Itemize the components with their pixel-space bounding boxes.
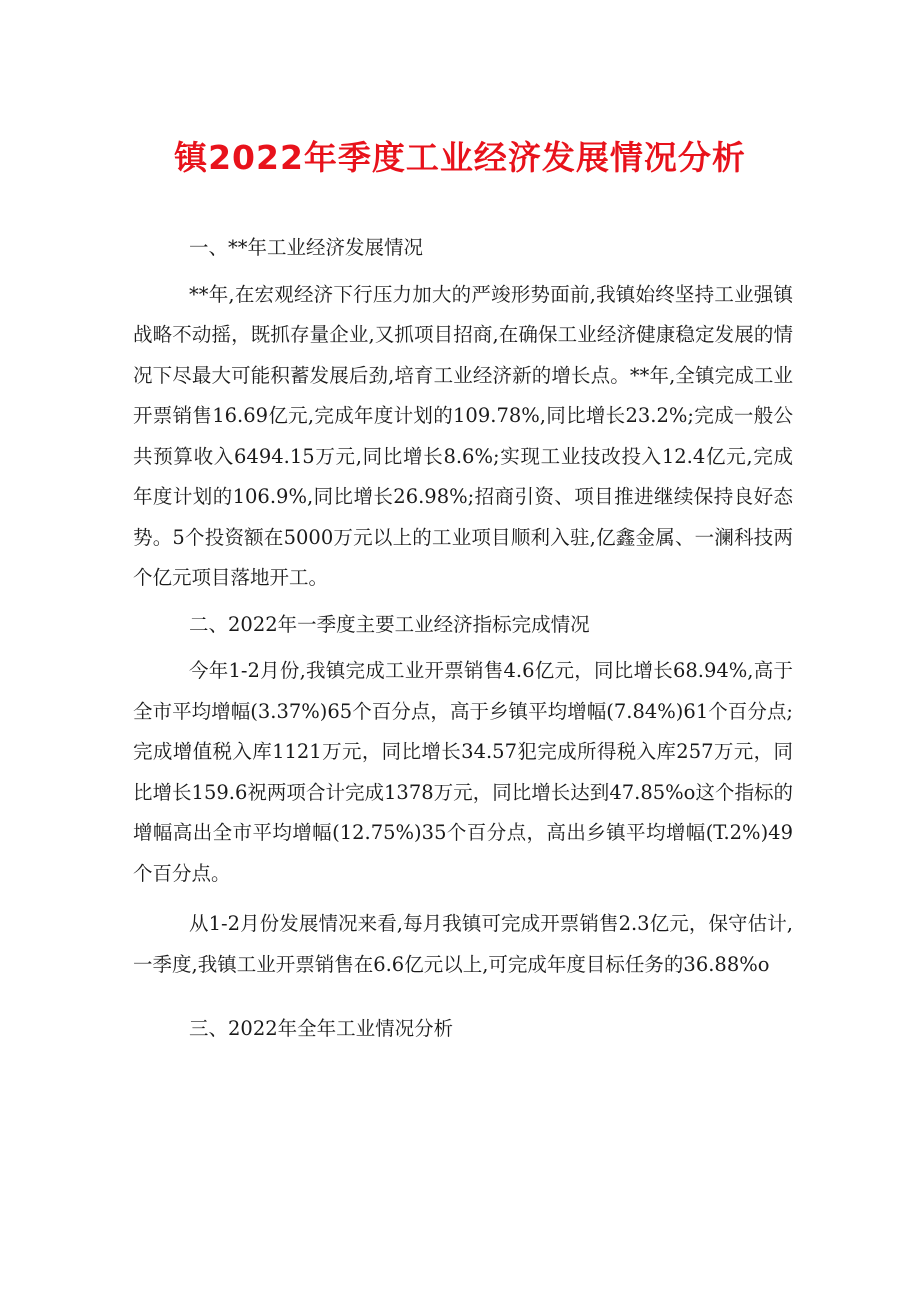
paragraph-1: **年,在宏观经济下行压力加大的严竣形势面前,我镇始终坚持工业强镇战略不动摇，既抓存量企业,又抓项目招商,在确保工业经济健康稳定发展的情况下尽最大可能积蓄发展后劲,培育工业经济新的增长点。**年,全镇完成工业开票销售16.69亿元,完成年度计划的109.78%,同比增长23.2%;完成一般公共预算收入6494.15万元,同比增长8.6%;实现工业技改投入12.4亿元,完成年度计划的106.9%,同比增长26.98%;招商引资、项目推进继续保持良好态势。5个投资额在5000万元以上的工业项目顺利入驻,亿鑫金属、一澜科技两个亿元项目落地开工。 <box>133 282 793 589</box>
paragraph-2: 今年1-2月份,我镇完成工业开票销售4.6亿元，同比增长68.94%,高于全市平均增幅(3.37%)65个百分点，高于乡镇平均增幅(7.84%)61个百分点;完成增值税入库1121万元，同比增长34.57犯完成所得税入库257万元，同比增长159.6祝两项合计完成1378万元，同比增长达到47.85%o这个指标的增幅高出全市平均增幅(12.75%)35个百分点，高出乡镇平均增幅(T.2%)49个百分点。 <box>133 659 793 885</box>
paragraph-3: 从1-2月份发展情况来看,每月我镇可完成开票销售2.3亿元，保守估计,一季度,我镇工业开票销售在6.6亿元以上,可完成年度目标任务的36.88%o <box>133 912 793 976</box>
section-heading-2: 二、2022年一季度主要工业经济指标完成情况 <box>189 612 590 636</box>
document-body <box>133 228 793 1050</box>
section-heading-1: 一、**年工业经济发展情况 <box>189 236 424 259</box>
section-heading-3: 三、2022年全年工业情况分析 <box>189 1017 454 1040</box>
document-title: 镇2022年季度工业经济发展情况分析 <box>174 138 746 177</box>
